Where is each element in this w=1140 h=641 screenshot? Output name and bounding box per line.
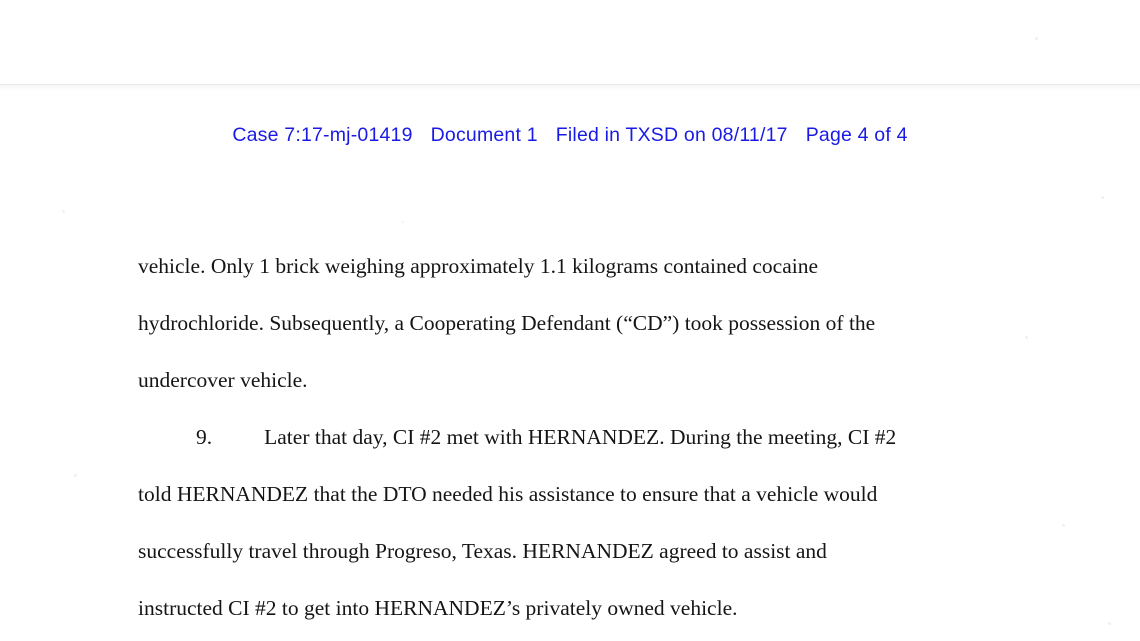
paragraph-9-line4	[138, 580, 1018, 637]
ecf-case-number: Case 7:17-mj-01419	[232, 124, 413, 146]
paragraph-continued-line2	[138, 295, 1018, 352]
paragraph-line: instructed CI #2 to get into HERNANDEZ’s privately owned vehicle.	[138, 596, 738, 620]
scan-speckle	[1101, 196, 1104, 199]
paragraph-line: undercover vehicle.	[138, 368, 308, 392]
paragraph-line: hydrochloride. Subsequently, a Cooperating Defendant (“CD”) took possession of the	[138, 311, 876, 335]
paragraph-continued	[138, 238, 1018, 295]
scan-speckle	[1025, 336, 1028, 339]
ecf-filed-date: Filed in TXSD on 08/11/17	[555, 124, 788, 146]
ecf-case-header	[0, 124, 1140, 147]
paragraph-line: told HERNANDEZ that the DTO needed his assistance to ensure that a vehicle would	[138, 482, 878, 506]
paragraph-9-line2	[138, 466, 1018, 523]
scan-speckle	[1108, 622, 1111, 625]
scan-speckle	[74, 474, 77, 477]
document-body	[138, 238, 1018, 637]
ecf-document-number: Document 1	[430, 124, 538, 146]
paragraph-line: vehicle. Only 1 brick weighing approximately 1.1 kilograms contained cocaine	[138, 254, 819, 278]
paragraph-number: 9.	[196, 425, 213, 449]
paragraph-line: Later that day, CI #2 met with HERNANDEZ. During the meeting, CI #2	[264, 425, 897, 449]
paragraph-continued-line3	[138, 352, 1018, 409]
scan-speckle	[402, 221, 404, 223]
ecf-page-number: Page 4 of 4	[805, 124, 908, 146]
scan-speckle	[1062, 524, 1065, 527]
paragraph-9-line1	[138, 409, 1018, 466]
paragraph-9-line3	[138, 523, 1018, 580]
scan-speckle	[62, 210, 65, 213]
paragraph-line: successfully travel through Progreso, Texas. HERNANDEZ agreed to assist and	[138, 539, 827, 563]
page-edge-shadow	[0, 85, 1140, 91]
page-top-margin	[0, 0, 1140, 85]
